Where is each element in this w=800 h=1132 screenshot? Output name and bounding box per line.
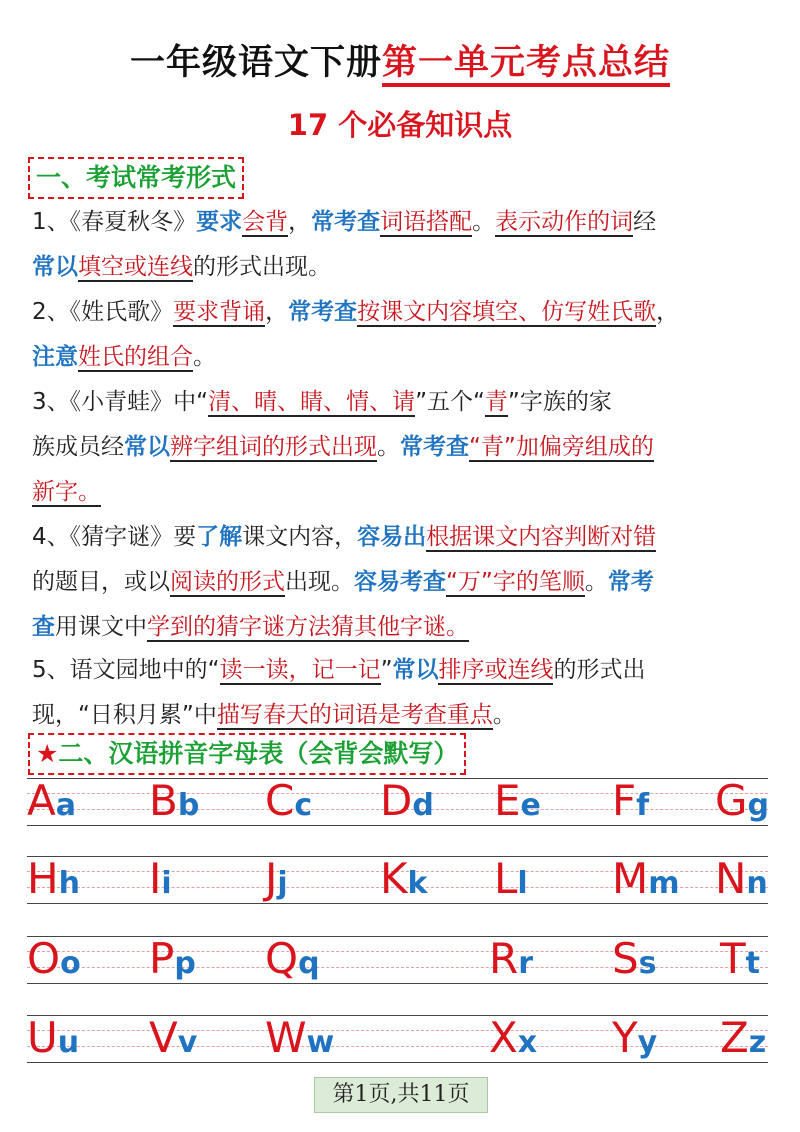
key-point-underlined: 描写春天的词语是考查重点	[216, 702, 493, 728]
text-run: 3、《小青蛙》中“	[32, 389, 209, 415]
letter-pair	[715, 852, 768, 911]
text-line	[32, 425, 772, 470]
text-run: 现，“日积月累”中	[32, 702, 217, 728]
knowledge-point-4	[32, 515, 772, 650]
section-heading-exam-forms: 一、考试常考形式	[28, 157, 244, 199]
uppercase-letter: P	[149, 934, 175, 983]
letter-pair	[715, 774, 769, 833]
lowercase-letter: h	[58, 866, 80, 901]
keyword: 常考查	[311, 209, 381, 235]
uppercase-letter: T	[720, 934, 746, 983]
letter-pair	[380, 774, 434, 833]
uppercase-letter: E	[494, 776, 521, 825]
text-line	[32, 290, 772, 335]
uppercase-letter: C	[265, 776, 295, 825]
lowercase-letter: p	[174, 946, 196, 981]
uppercase-letter: O	[27, 934, 61, 983]
text-run: ，	[656, 299, 680, 325]
uppercase-letter: W	[265, 1013, 307, 1062]
lowercase-letter: l	[517, 866, 528, 901]
alphabet-row	[27, 936, 768, 984]
keyword: 注意	[32, 344, 78, 370]
uppercase-letter: R	[489, 934, 519, 983]
text-run: 5、语文园地中的“	[32, 657, 220, 683]
letter-pair	[612, 774, 649, 833]
letter-pair	[27, 932, 81, 991]
lowercase-letter: x	[517, 1025, 538, 1060]
key-point-underlined: 新字。	[32, 479, 101, 505]
key-point-underlined: 阅读的形式	[170, 569, 285, 595]
letter-pair	[27, 774, 76, 833]
text-line	[32, 693, 772, 738]
letter-pair	[612, 932, 657, 991]
key-point-underlined: 会背	[242, 209, 289, 235]
lowercase-letter: a	[55, 788, 76, 823]
keyword: 常考	[607, 569, 654, 595]
text-run: 。	[193, 344, 216, 370]
key-point-underlined: 根据课文内容判断对错	[426, 524, 657, 550]
key-point-underlined: 学到的猜字谜方法猜其他字谜。	[147, 614, 469, 640]
uppercase-letter: A	[27, 776, 56, 825]
uppercase-letter: G	[715, 776, 748, 825]
writing-guide-line	[27, 983, 768, 984]
lowercase-letter: j	[277, 866, 288, 901]
text-line	[32, 605, 772, 650]
text-run: 族成员经	[32, 434, 124, 460]
keyword: 常考查	[288, 299, 358, 325]
letter-pair	[720, 1011, 766, 1070]
keyword: 常以	[32, 254, 78, 280]
section-heading-pinyin-alphabet	[28, 733, 466, 775]
letter-pair	[489, 932, 533, 991]
letter-pair	[149, 852, 172, 911]
uppercase-letter: U	[27, 1013, 58, 1062]
uppercase-letter: K	[380, 854, 408, 903]
uppercase-letter: B	[149, 776, 178, 825]
uppercase-letter: M	[612, 854, 649, 903]
text-run: ，	[265, 299, 289, 325]
text-line	[32, 470, 772, 515]
key-point-underlined: 词语搭配	[380, 209, 473, 235]
uppercase-letter: N	[715, 854, 747, 903]
text-run: 的形式出	[553, 657, 646, 683]
page-number: 第1页,共11页	[314, 1077, 488, 1113]
text-run: 用课文中	[55, 614, 147, 640]
key-point-underlined: 填空或连线	[78, 254, 193, 280]
key-point-underlined: 辨字组词的形式出现	[170, 434, 377, 460]
lowercase-letter: u	[57, 1025, 80, 1060]
writing-guide-line	[27, 951, 768, 952]
letter-pair	[27, 852, 80, 911]
key-point-underlined: 排序或连线	[438, 657, 554, 683]
lowercase-letter: r	[518, 946, 533, 981]
text-run: 经	[633, 209, 657, 235]
lowercase-letter: t	[745, 946, 760, 981]
lowercase-letter: q	[298, 946, 320, 981]
keyword: 查	[32, 614, 55, 640]
text-run: 。	[377, 434, 400, 460]
alphabet-row	[27, 778, 768, 826]
lowercase-letter: i	[161, 866, 172, 901]
text-run: ”	[380, 657, 393, 683]
letter-pair	[27, 1011, 79, 1070]
letter-pair	[720, 932, 760, 991]
uppercase-letter: X	[489, 1013, 518, 1062]
title-main: 一年级语文下册	[129, 43, 382, 83]
uppercase-letter: Z	[720, 1013, 749, 1062]
text-run: 。	[472, 209, 496, 235]
page-subtitle: 17 个必备知识点	[287, 108, 513, 142]
title-highlight: 第一单元考点总结	[382, 43, 670, 87]
lowercase-letter: d	[412, 788, 434, 823]
text-line	[32, 648, 772, 693]
letter-pair	[380, 852, 428, 911]
text-line	[32, 200, 772, 245]
text-run: 。	[584, 569, 608, 595]
uppercase-letter: H	[27, 854, 59, 903]
key-point-underlined: 清、晴、睛、情、请	[208, 389, 416, 415]
text-run: 4、《猜字谜》要	[32, 524, 197, 550]
knowledge-point-2	[32, 290, 772, 380]
key-point-underlined: 姓氏的组合	[78, 344, 193, 370]
letter-pair	[265, 1011, 334, 1070]
uppercase-letter: F	[612, 776, 637, 825]
page-title	[0, 38, 800, 88]
lowercase-letter: m	[648, 866, 680, 901]
text-line	[32, 515, 772, 560]
keyword: 常以	[392, 657, 439, 683]
text-run: ，	[288, 209, 312, 235]
key-point-underlined: 要求背诵	[173, 299, 266, 325]
lowercase-letter: z	[748, 1025, 767, 1060]
uppercase-letter: V	[149, 1013, 178, 1062]
letter-pair	[265, 774, 312, 833]
knowledge-point-1	[32, 200, 772, 290]
lowercase-letter: g	[747, 788, 770, 823]
uppercase-letter: Y	[612, 1013, 638, 1062]
letter-pair	[489, 1011, 537, 1070]
text-run: ”五个“	[415, 389, 485, 415]
text-run: 课文内容，	[242, 524, 358, 550]
key-point-underlined: 表示动作的词	[495, 209, 634, 235]
text-run: ”字族的家	[507, 389, 612, 415]
key-point-underlined: “万”字的笔顺	[446, 569, 585, 595]
knowledge-point-3	[32, 380, 772, 515]
keyword: 容易出	[357, 524, 427, 550]
lowercase-letter: f	[636, 788, 650, 823]
alphabet-row	[27, 1015, 768, 1063]
keyword: 常考查	[400, 434, 469, 460]
lowercase-letter: b	[177, 788, 200, 823]
text-run: 1、《春夏秋冬》	[32, 209, 197, 235]
writing-guide-line	[27, 936, 768, 937]
text-run: 2、《姓氏歌》	[32, 299, 174, 325]
key-point-underlined: 读一读，记一记	[219, 657, 381, 683]
text-line	[32, 560, 772, 605]
letter-pair	[612, 852, 680, 911]
lowercase-letter: v	[177, 1025, 198, 1060]
letter-pair	[149, 774, 199, 833]
lowercase-letter: e	[520, 788, 541, 823]
uppercase-letter: Q	[265, 934, 299, 983]
letter-pair	[265, 932, 320, 991]
keyword: 要求	[196, 209, 243, 235]
text-run: 的形式出现。	[193, 254, 331, 280]
alphabet-row	[27, 856, 768, 904]
uppercase-letter: D	[380, 776, 413, 825]
star-icon: ★	[36, 739, 59, 768]
lowercase-letter: y	[637, 1025, 658, 1060]
lowercase-letter: n	[746, 866, 768, 901]
text-run: 。	[492, 702, 516, 728]
text-run: 的题目，或以	[32, 569, 170, 595]
uppercase-letter: I	[149, 854, 162, 903]
letter-pair	[494, 774, 541, 833]
uppercase-letter: J	[265, 854, 278, 903]
text-line	[32, 380, 772, 425]
letter-pair	[149, 932, 196, 991]
text-line	[32, 335, 772, 380]
lowercase-letter: c	[294, 788, 313, 823]
key-point-underlined: “青”加偏旁组成的	[469, 434, 654, 460]
uppercase-letter: L	[494, 854, 518, 903]
keyword: 了解	[196, 524, 243, 550]
section2-heading-text: 二、汉语拼音字母表（会背会默写）	[58, 739, 459, 768]
lowercase-letter: k	[407, 866, 428, 901]
writing-guide-line	[27, 967, 768, 968]
knowledge-point-5	[32, 648, 772, 738]
letter-pair	[265, 852, 288, 911]
text-run: 出现。	[285, 569, 354, 595]
text-line	[32, 245, 772, 290]
lowercase-letter: w	[306, 1025, 335, 1060]
lowercase-letter: s	[638, 946, 657, 981]
uppercase-letter: S	[612, 934, 639, 983]
key-point-underlined: 按课文内容填空、仿写姓氏歌	[357, 299, 657, 325]
keyword: 容易考查	[354, 569, 446, 595]
lowercase-letter: o	[60, 946, 81, 981]
letter-pair	[149, 1011, 197, 1070]
key-point-underlined: 青	[484, 389, 508, 415]
keyword: 常以	[124, 434, 170, 460]
letter-pair	[494, 852, 528, 911]
letter-pair	[612, 1011, 657, 1070]
